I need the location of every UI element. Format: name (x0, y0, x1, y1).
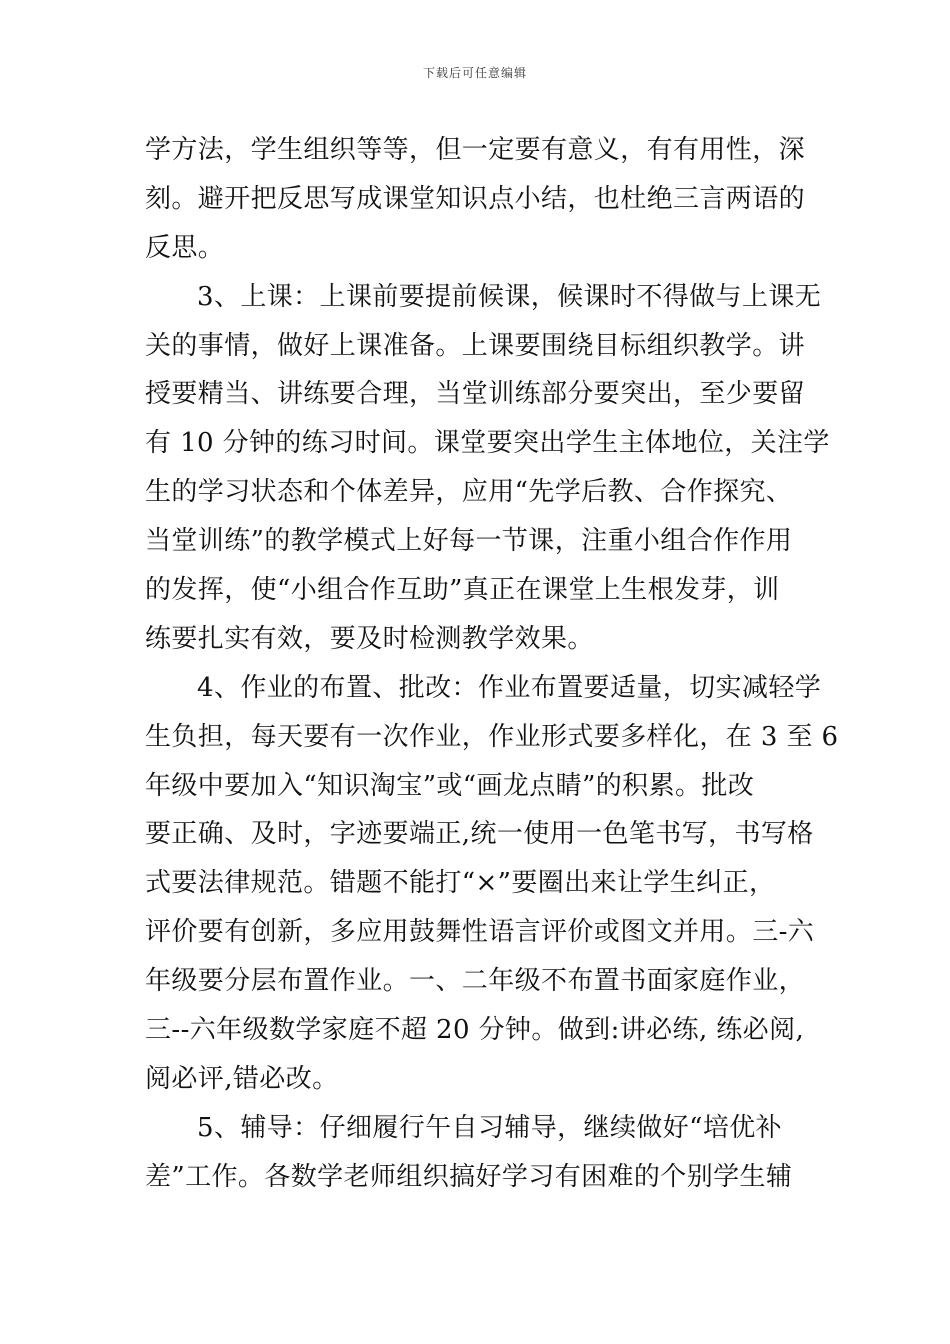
text-line: 的发挥，使“小组合作互助”真正在课堂上生根发芽，训 (145, 575, 780, 606)
text-line: 关的事情，做好上课准备。上课要围绕目标组织教学。讲 (145, 330, 806, 361)
text-line: 反思。 (145, 232, 225, 263)
text-line: 阅必评,错必改。 (145, 1063, 339, 1094)
text-line: 学方法，学生组织等等，但一定要有意义，有有用性，深 (145, 135, 806, 165)
text-line: 评价要有创新，多应用鼓舞性语言评价或图文并用。三-六 (145, 917, 815, 948)
text-line: 要正确、及时，字迹要端正,统一使用一色笔书写，书写格 (145, 819, 814, 850)
text-line: 年级要分层布置作业。一、二年级不布置书面家庭作业， (145, 966, 806, 997)
text-line: 生负担，每天要有一次作业，作业形式要多样化，在 3 至 6 (145, 721, 839, 752)
text-line: 练要扎实有效，要及时检测教学效果。 (145, 623, 594, 654)
text-line: 刻。避开把反思写成课堂知识点小结，也杜绝三言两语的 (145, 183, 806, 214)
text-line: 有 10 分钟的练习时间。课堂要突出学生主体地位，关注学 (145, 428, 830, 459)
text-line: 差”工作。各数学老师组织搞好学习有困难的个别学生辅 (145, 1161, 793, 1192)
paragraph-start-line: 5、辅导：仔细履行午自习辅导，继续做好“培优补 (197, 1112, 783, 1143)
text-line: 式要法律规范。错题不能打“×”要圈出来让学生纠正， (145, 868, 776, 899)
text-line: 授要精当、讲练要合理，当堂训练部分要突出，至少要留 (145, 379, 806, 410)
text-line: 生的学习状态和个体差异，应用“先学后教、合作探究、 (145, 477, 793, 508)
paragraph-start-line: 4、作业的布置、批改：作业布置要适量，切实减轻学 (197, 672, 822, 703)
document-body (145, 126, 839, 1202)
paragraph-start-line: 3、上课：上课前要提前候课，候课时不得做与上课无 (197, 281, 822, 312)
text-line: 当堂训练”的教学模式上好每一节课，注重小组合作作用 (145, 526, 793, 557)
text-line: 三--六年级数学家庭不超 20 分钟。做到:讲必练, 练必阅, (145, 1015, 805, 1046)
text-line: 年级中要加入“知识淘宝”或“画龙点睛”的积累。批改 (145, 770, 755, 801)
page-header: 下载后可任意编辑 (422, 66, 527, 80)
